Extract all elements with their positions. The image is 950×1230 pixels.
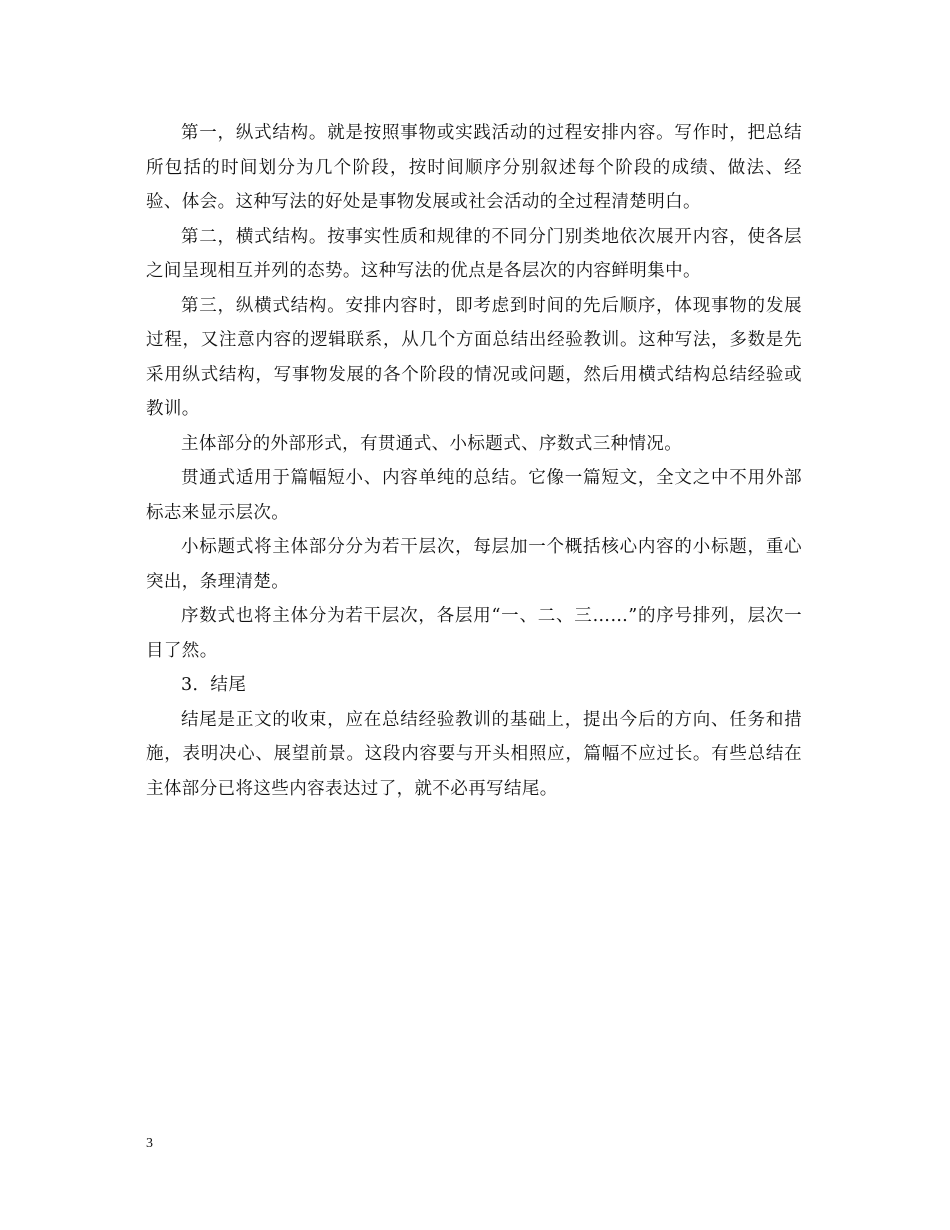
section-heading-ending: 3．结尾 <box>181 675 247 695</box>
paragraph-external-forms: 主体部分的外部形式，有贯通式、小标题式、序数式三种情况。 <box>181 433 683 454</box>
paragraph-vertical-structure: 第一，纵式结构。就是按照事物或实践活动的过程安排内容。写作时，把总结所包括的时间划分为几个阶段，按时间顺序分别叙述每个阶段的成绩、做法、经验、体会。这种写法的好处是事物发展或社会活动的全过程清楚明白。 <box>146 123 802 212</box>
document-body <box>146 116 802 806</box>
paragraph-horizontal-structure: 第二，横式结构。按事实性质和规律的不同分门别类地依次展开内容，使各层之间呈现相互并列的态势。这种写法的优点是各层次的内容鲜明集中。 <box>146 226 802 281</box>
paragraph-ending: 结尾是正文的收束，应在总结经验教训的基础上，提出今后的方向、任务和措施，表明决心、展望前景。这段内容要与开头相照应，篇幅不应过长。有些总结在主体部分已将这些内容表达过了，就不必再写结尾。 <box>146 709 802 799</box>
paragraph-continuous-form: 贯通式适用于篇幅短小、内容单纯的总结。它像一篇短文，全文之中不用外部标志来显示层次。 <box>146 468 802 523</box>
page-number: 3 <box>146 1136 153 1151</box>
paragraph-numbered-form: 序数式也将主体分为若干层次，各层用“一、二、三……”的序号排列，层次一目了然。 <box>146 606 802 661</box>
paragraph-subheading-form: 小标题式将主体部分分为若干层次，每层加一个概括核心内容的小标题，重心突出，条理清楚。 <box>146 537 802 592</box>
paragraph-combined-structure: 第三，纵横式结构。安排内容时，即考虑到时间的先后顺序，体现事物的发展过程，又注意内容的逻辑联系，从几个方面总结出经验教训。这种写法，多数是先采用纵式结构，写事物发展的各个阶段的情况或问题，然后用横式结构总结经验或教训。 <box>146 295 802 419</box>
